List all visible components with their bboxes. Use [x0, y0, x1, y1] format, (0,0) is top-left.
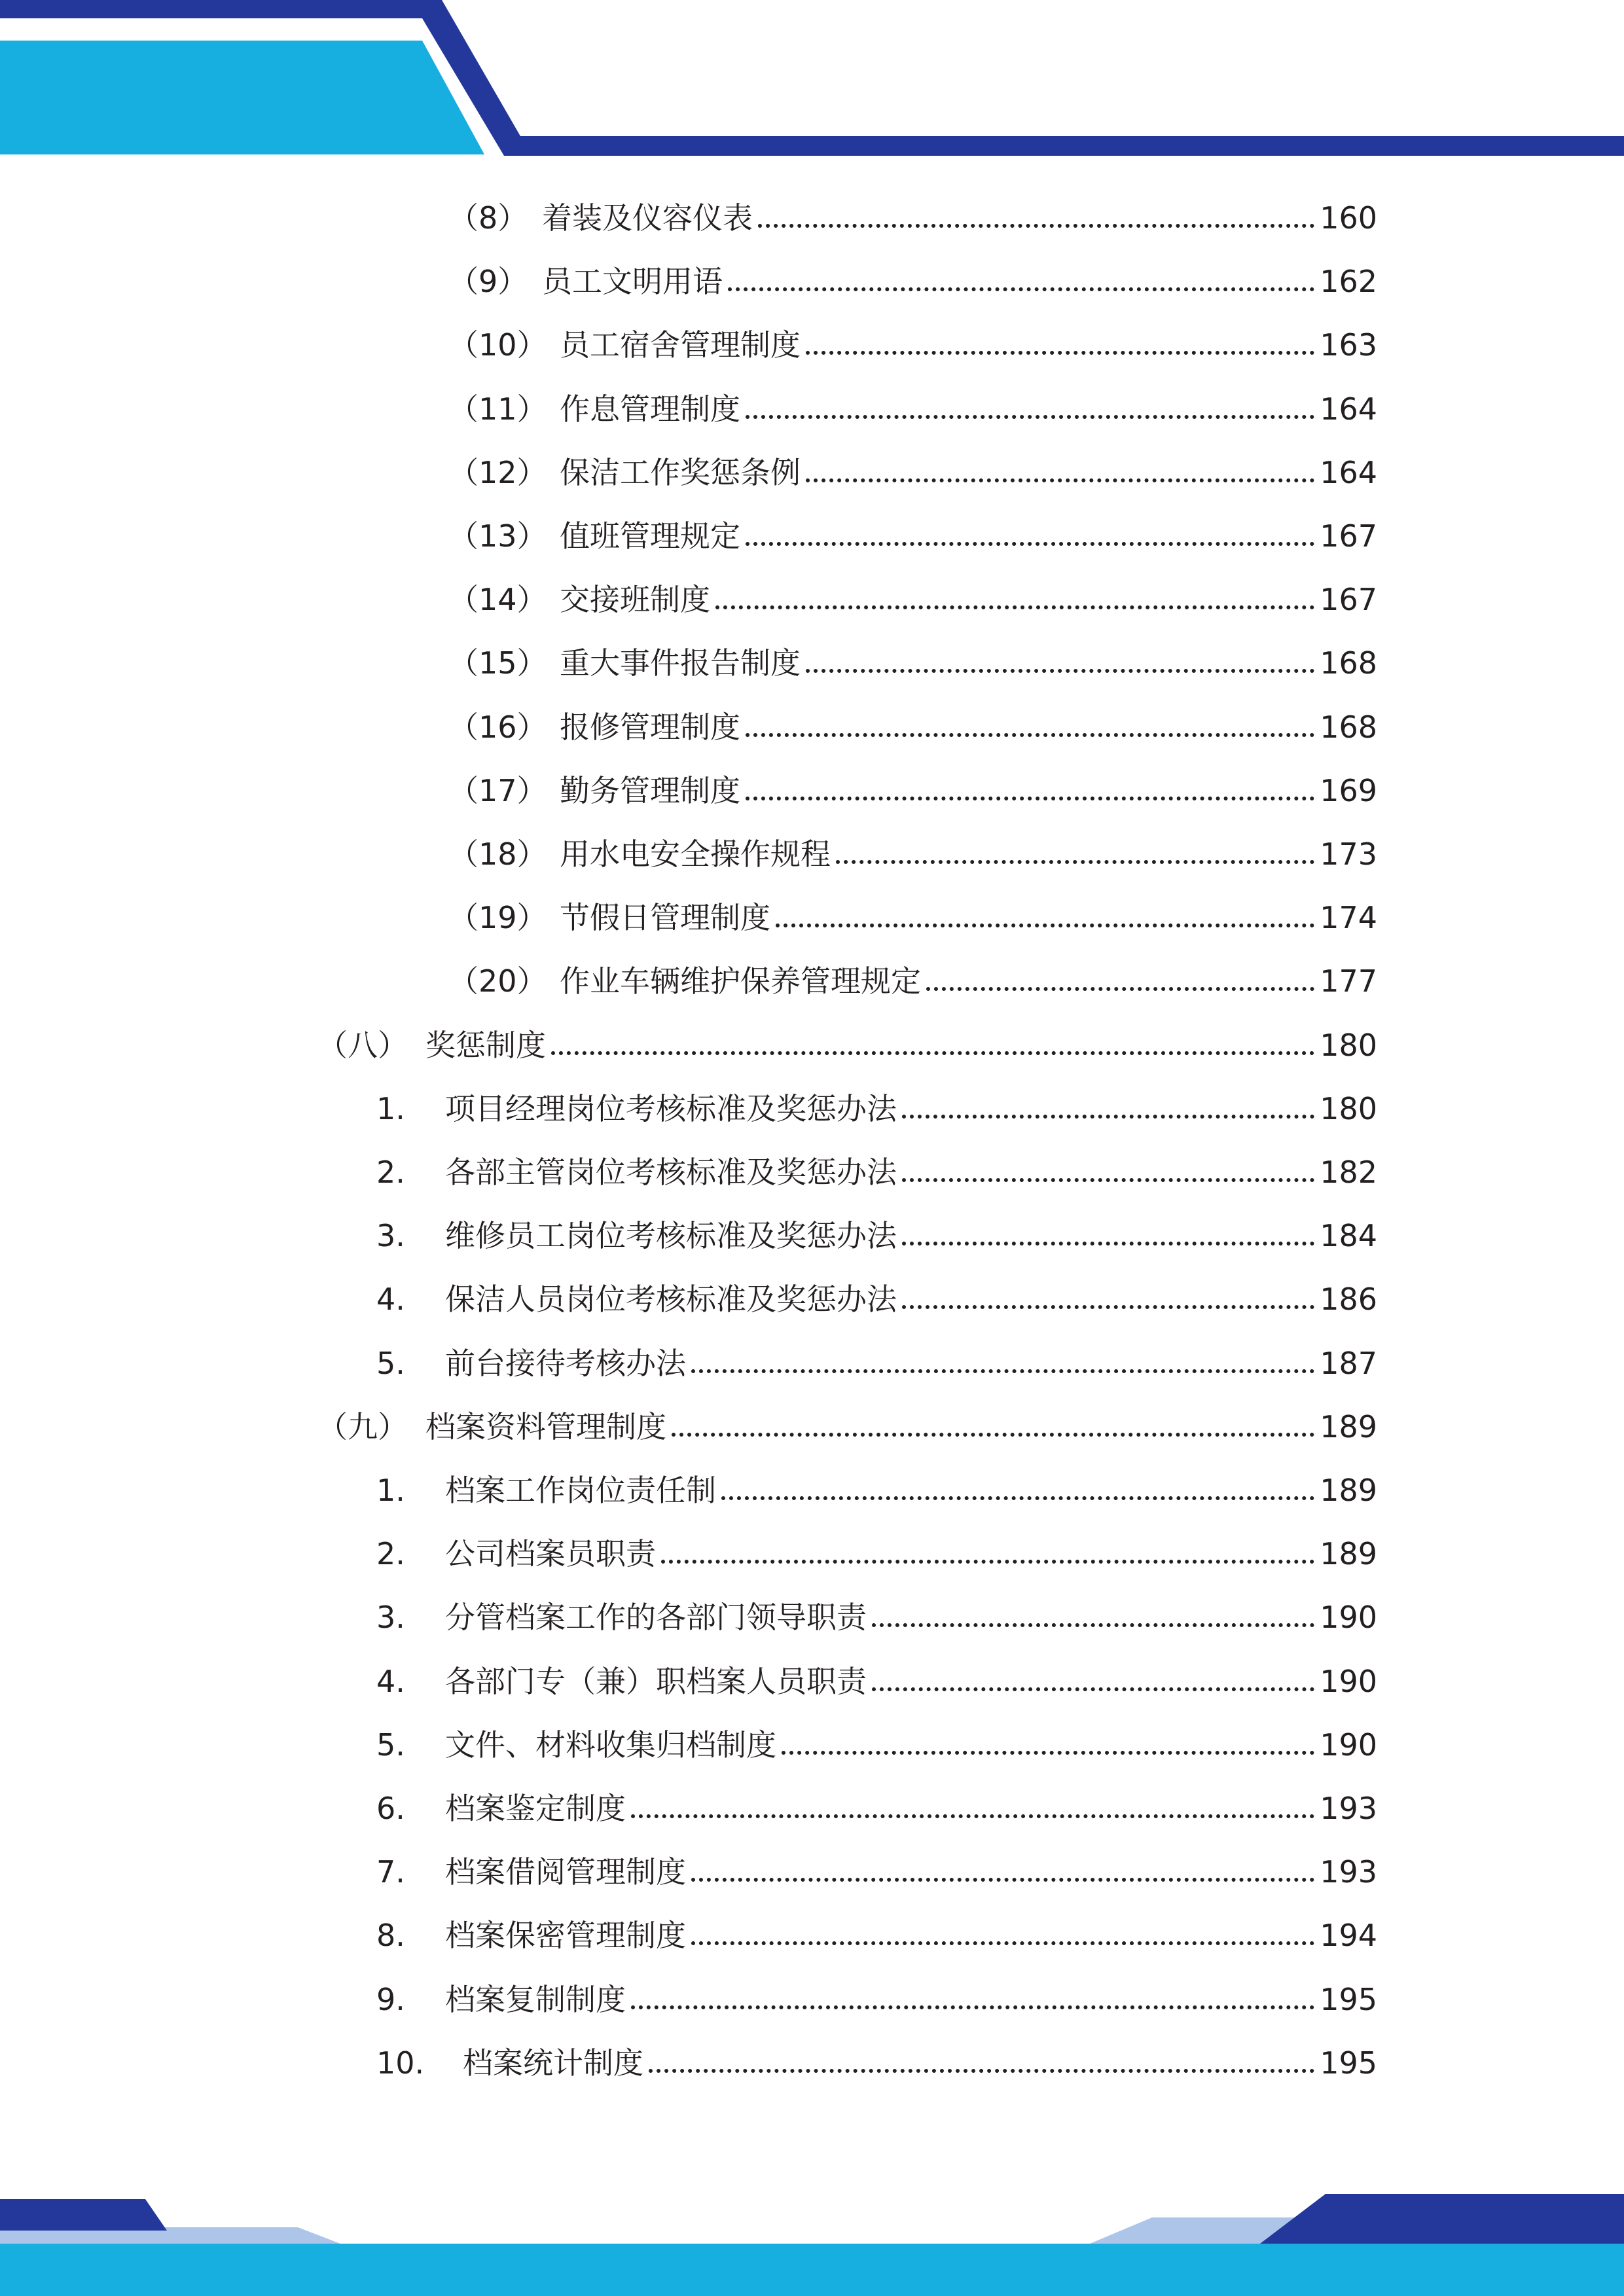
toc-entry-page: 168 [1320, 645, 1377, 681]
toc-entry-number: 5. [376, 1346, 405, 1381]
toc-entry[interactable] [0, 1655, 1624, 1708]
toc-entry-title: 维修员工岗位考核标准及奖惩办法 [445, 1218, 897, 1253]
toc-entry-title: 分管档案工作的各部门领导职责 [445, 1600, 867, 1635]
toc-entry-page: 193 [1320, 1854, 1377, 1890]
toc-dot-leader [715, 605, 1314, 609]
toc-entry[interactable] [0, 319, 1624, 371]
toc-dot-leader [782, 1751, 1314, 1755]
toc-entry-title: 报修管理制度 [560, 709, 740, 745]
toc-dot-leader [836, 860, 1314, 864]
toc-entry-page: 195 [1320, 2045, 1377, 2081]
toc-entry-number: 6. [376, 1791, 405, 1826]
toc-entry-number: 2. [376, 1155, 405, 1190]
toc-entry-title: 奖惩制度 [425, 1028, 546, 1063]
toc-entry-number: 1. [376, 1091, 405, 1126]
toc-entry-number: 9. [376, 1982, 405, 2017]
toc-dot-leader [806, 669, 1314, 673]
toc-entry-number: （8） [448, 200, 528, 236]
toc-entry[interactable] [0, 192, 1624, 244]
toc-dot-leader [746, 733, 1314, 737]
toc-entry-title: 保洁工作奖惩条例 [560, 455, 801, 490]
toc-dot-leader [631, 2005, 1314, 2009]
toc-entry-page: 169 [1320, 773, 1377, 808]
toc-entry[interactable] [0, 2037, 1624, 2089]
toc-dot-leader [806, 351, 1314, 355]
toc-entry-page: 167 [1320, 518, 1377, 554]
toc-entry-page: 186 [1320, 1282, 1377, 1317]
toc-entry[interactable] [0, 446, 1624, 499]
toc-entry-number: 2. [376, 1536, 405, 1571]
toc-entry-title: 前台接待考核办法 [445, 1346, 686, 1381]
toc-entry-page: 194 [1320, 1918, 1377, 1953]
toc-entry[interactable] [0, 1337, 1624, 1390]
toc-entry-title: 各部主管岗位考核标准及奖惩办法 [445, 1155, 897, 1190]
toc-dot-leader [551, 1051, 1314, 1055]
toc-entry[interactable] [0, 1464, 1624, 1516]
toc-entry-title: 值班管理规定 [560, 518, 740, 554]
toc-entry-page: 189 [1320, 1473, 1377, 1508]
toc-entry-title: 节假日管理制度 [560, 900, 770, 935]
toc-entry-number: 3. [376, 1218, 405, 1253]
toc-entry-title: 档案资料管理制度 [425, 1409, 666, 1444]
toc-dot-leader [691, 1941, 1314, 1945]
toc-dot-leader [746, 542, 1314, 546]
toc-entry-title: 档案保密管理制度 [445, 1918, 686, 1953]
toc-entry-number: 4. [376, 1664, 405, 1699]
toc-entry-number: （13） [448, 518, 547, 554]
toc-entry-page: 189 [1320, 1409, 1377, 1444]
toc-entry-number: （11） [448, 391, 547, 427]
toc-entry-page: 182 [1320, 1155, 1377, 1190]
toc-entry-number: （八） [317, 1028, 408, 1063]
toc-dot-leader [776, 924, 1314, 927]
toc-entry-number: 1. [376, 1473, 405, 1508]
toc-entry-number: （12） [448, 455, 547, 490]
toc-dot-leader [872, 1623, 1314, 1627]
toc-entry-title: 重大事件报告制度 [560, 645, 801, 681]
toc-entry[interactable] [0, 1909, 1624, 1962]
toc-entry-title: 档案复制制度 [445, 1982, 626, 2017]
toc-dot-leader [902, 1305, 1314, 1309]
toc-entry[interactable] [0, 1401, 1624, 1453]
toc-entry[interactable] [0, 383, 1624, 435]
toc-entry-page: 164 [1320, 455, 1377, 490]
toc-dot-leader [691, 1369, 1314, 1373]
toc-entry-page: 173 [1320, 836, 1377, 872]
toc-dot-leader [902, 1242, 1314, 1246]
toc-entry-number: （18） [448, 836, 547, 872]
toc-entry-title: 员工宿舍管理制度 [560, 327, 801, 363]
toc-entry[interactable] [0, 1973, 1624, 2026]
toc-entry[interactable] [0, 573, 1624, 626]
toc-entry-page: 180 [1320, 1028, 1377, 1063]
toc-entry-title: 档案工作岗位责任制 [445, 1473, 716, 1508]
toc-entry-number: 7. [376, 1854, 405, 1890]
toc-entry-title: 交接班制度 [560, 582, 710, 617]
toc-entry-number: 5. [376, 1727, 405, 1763]
toc-entry[interactable] [0, 828, 1624, 880]
toc-entry-number: （19） [448, 900, 547, 935]
toc-entry[interactable] [0, 637, 1624, 689]
toc-entry-number: 10. [376, 2045, 425, 2081]
toc-entry-number: （15） [448, 645, 547, 681]
toc-dot-leader [672, 1433, 1314, 1437]
toc-entry[interactable] [0, 701, 1624, 753]
toc-entry-page: 177 [1320, 963, 1377, 999]
toc-entry-title: 勤务管理制度 [560, 773, 740, 808]
toc-entry-title: 各部门专（兼）职档案人员职责 [445, 1664, 867, 1699]
toc-entry-number: 4. [376, 1282, 405, 1317]
toc-entry-page: 167 [1320, 582, 1377, 617]
toc-entry[interactable] [0, 255, 1624, 308]
toc-entry[interactable] [0, 891, 1624, 944]
toc-entry-page: 164 [1320, 391, 1377, 427]
toc-dot-leader [926, 987, 1314, 991]
toc-entry-page: 174 [1320, 900, 1377, 935]
toc-entry-title: 保洁人员岗位考核标准及奖惩办法 [445, 1282, 897, 1317]
toc-entry-page: 193 [1320, 1791, 1377, 1826]
toc-entry-page: 162 [1320, 264, 1377, 299]
toc-entry-page: 168 [1320, 709, 1377, 745]
toc-dot-leader [902, 1178, 1314, 1182]
toc-entry[interactable] [0, 764, 1624, 817]
toc-dot-leader [721, 1496, 1314, 1500]
toc-dot-leader [649, 2069, 1314, 2073]
toc-entry-number: （17） [448, 773, 547, 808]
toc-entry-title: 档案借阅管理制度 [445, 1854, 686, 1890]
toc-entry-number: （14） [448, 582, 547, 617]
toc-entry-page: 189 [1320, 1536, 1377, 1571]
toc-entry-page: 190 [1320, 1727, 1377, 1763]
toc-dot-leader [758, 224, 1314, 228]
toc-entry-page: 180 [1320, 1091, 1377, 1126]
toc-dot-leader [746, 415, 1314, 419]
toc-entry-title: 用水电安全操作规程 [560, 836, 831, 872]
toc-entry-page: 190 [1320, 1600, 1377, 1635]
toc-entry-title: 项目经理岗位考核标准及奖惩办法 [445, 1091, 897, 1126]
toc-entry[interactable] [0, 1146, 1624, 1198]
toc-entry-page: 184 [1320, 1218, 1377, 1253]
toc-entry-title: 员工文明用语 [542, 264, 723, 299]
toc-entry-number: （16） [448, 709, 547, 745]
toc-dot-leader [872, 1687, 1314, 1691]
toc-entry-number: （10） [448, 327, 547, 363]
toc-entry-number: 3. [376, 1600, 405, 1635]
toc-dot-leader [728, 287, 1314, 291]
toc-entry-number: 8. [376, 1918, 405, 1953]
toc-entry-title: 公司档案员职责 [445, 1536, 656, 1571]
toc-entry-page: 195 [1320, 1982, 1377, 2017]
toc-dot-leader [691, 1878, 1314, 1882]
toc-entry[interactable] [0, 1083, 1624, 1135]
toc-entry-number: （9） [448, 264, 528, 299]
toc-entry[interactable] [0, 1528, 1624, 1580]
toc-entry[interactable] [0, 1591, 1624, 1643]
toc-entry-number: （九） [317, 1409, 408, 1444]
toc-entry-page: 187 [1320, 1346, 1377, 1381]
toc-entry-page: 160 [1320, 200, 1377, 236]
toc-entry-title: 文件、材料收集归档制度 [445, 1727, 776, 1763]
toc-entry[interactable] [0, 510, 1624, 562]
toc-entry-number: （20） [448, 963, 547, 999]
toc-entry[interactable] [0, 1719, 1624, 1771]
toc-dot-leader [631, 1814, 1314, 1818]
toc-dot-leader [746, 797, 1314, 800]
toc-entry[interactable] [0, 1210, 1624, 1262]
toc-entry-page: 190 [1320, 1664, 1377, 1699]
toc-entry[interactable] [0, 1782, 1624, 1835]
toc-entry[interactable] [0, 1846, 1624, 1898]
toc-dot-leader [661, 1560, 1314, 1564]
toc-entry[interactable] [0, 1273, 1624, 1325]
toc-entry[interactable] [0, 1019, 1624, 1071]
toc-entry-title: 着装及仪容仪表 [542, 200, 753, 236]
toc-entry-page: 163 [1320, 327, 1377, 363]
toc-dot-leader [902, 1115, 1314, 1119]
toc-dot-leader [806, 478, 1314, 482]
toc-entry[interactable] [0, 955, 1624, 1007]
toc-entry-title: 档案鉴定制度 [445, 1791, 626, 1826]
toc-entry-title: 作息管理制度 [560, 391, 740, 427]
toc-entry-title: 作业车辆维护保养管理规定 [560, 963, 921, 999]
toc-entry-title: 档案统计制度 [463, 2045, 643, 2081]
